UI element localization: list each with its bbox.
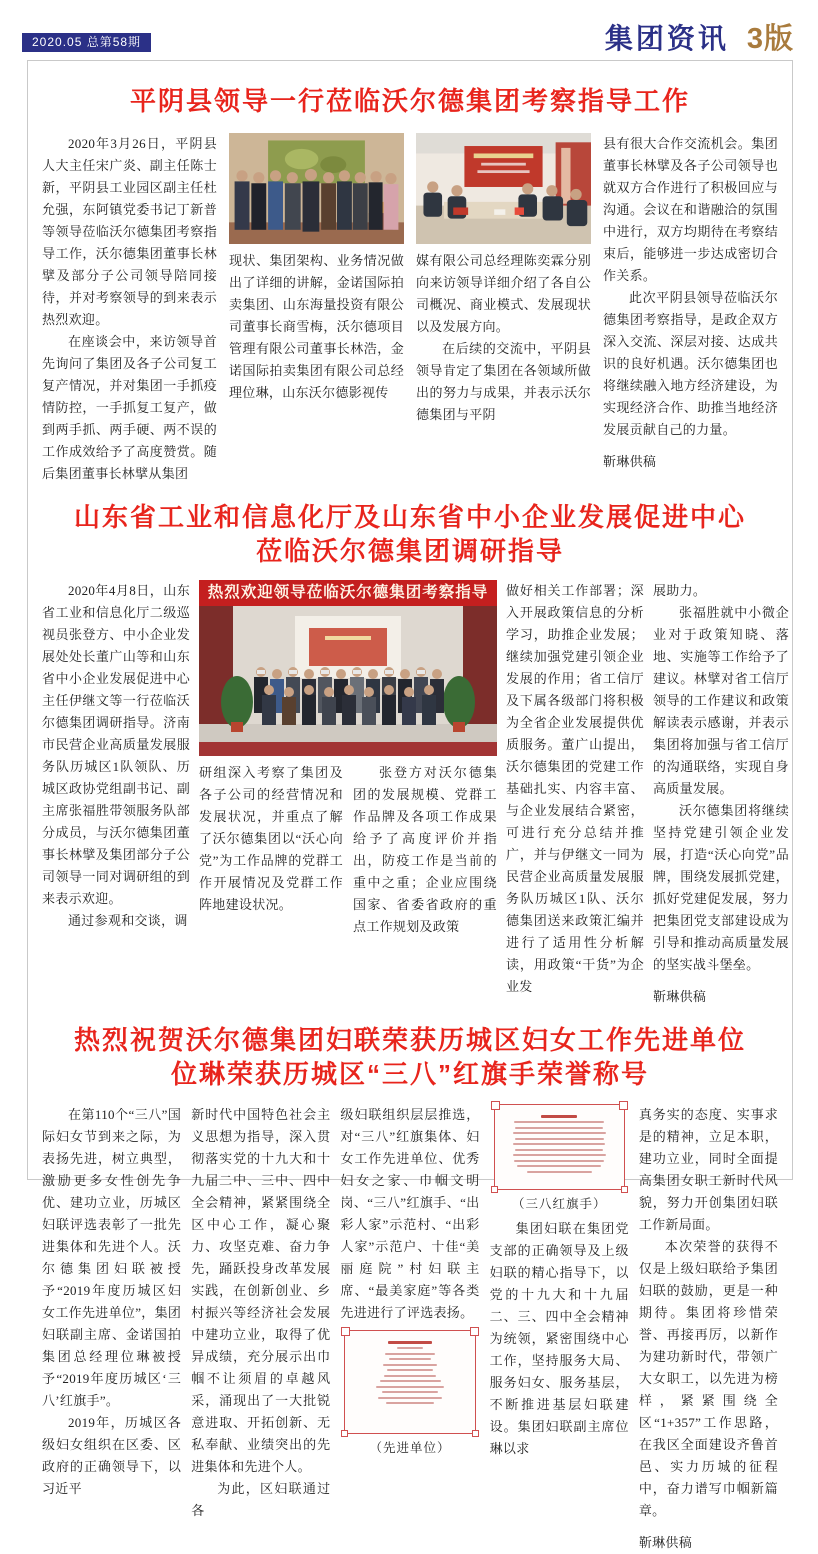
paragraph: 展助力。 [653,583,707,599]
page-number: 3版 [746,23,794,55]
article1-col1 [42,133,217,485]
article3-col4 [490,1104,629,1554]
paragraph: 本次荣誉的获得不仅是上级妇联给予集团妇联的鼓励，更是一种期待。集团将珍惜荣誉、再接再厉，以新作为建功新时代，带领广大女职工，以先进为榜样，紧紧围绕全区“1+357”工作思路，在我区全面建设齐鲁首邑、实力历城的征程中，奋力谱写巾帼新篇章。 [638,1238,779,1518]
masthead [605,16,794,57]
article2-col1 [42,580,190,1008]
article1-col2 [229,133,404,485]
document-caption: （先进单位） [369,1440,451,1455]
paragraph: 张登方对沃尔德集团的发展规模、党群工作品牌及各项工作成果给予了高度评价并指出，防疫工作是当前的重中之重；企业应围绕国家、省委省政府的重点工作规划及政策 [353,765,497,935]
article-1 [42,85,778,485]
paragraph: 集团妇联在集团党支部的正确领导及上级妇联的精心指导下，以党的十九大和十九届二、三、四中全会精神为统领，紧密围绕中心工作，坚持服务大局、服务妇女、服务基层，不断推进基层妇联建设。集团妇联副主席位琳以求 [489,1220,629,1456]
paragraph: 沃尔德集团将继续坚持党建引领企业发展，打造“沃心向党”品牌，围绕发展抓党建，抓好党建促发展，努力把集团党支部建设成为引导和推动高质量发展的坚实战斗堡垒。 [653,803,789,973]
paragraph: 2019年，历城区各级妇女组织在区委、区政府的正确领导下，以习近平 [42,1414,182,1496]
article1-col4 [603,133,778,485]
byline: 靳琳供稿 [603,453,657,469]
article1-col3 [416,133,591,485]
paragraph: 真务实的态度、实事求是的精神，立足本职，建功立业，同时全面提高集团女职工新时代风貌，努力开创集团妇联工作新局面。 [638,1106,779,1232]
article2-col4 [653,580,789,1008]
article3-title-line1: 热烈祝贺沃尔德集团妇联荣获历城区妇女工作先进单位 [73,1025,746,1056]
paragraph: 张福胜就中小微企业对于政策知晓、落地、实施等工作给予了建议。林擘对省工信厅领导的工作建议和政策解读表示感谢，并表示集团将加强与省工信厅的沟通联络，实现自身高质量发展。 [653,605,789,797]
issue-badge: 2020.05 总第58期 [22,33,151,52]
photo-welcome-group [199,606,497,756]
article3-col2 [191,1104,330,1554]
paragraph: 现状、集团架构、业务情况做出了详细的讲解，金诺国际拍卖集团、山东海量投资有限公司董事长商雪梅，沃尔德项目管理有限公司董事长林浩，金诺国际拍卖集团有限公司总经理位琳，山东沃尔德影视传 [229,253,404,401]
article1-title: 平阴县领导一行莅临沃尔德集团考察指导工作 [129,86,690,116]
article3-col5 [639,1104,778,1554]
photo-group-reception [229,133,404,245]
paragraph: 媒有限公司总经理陈奕霖分别向来访领导详细介绍了各自公司概况、商业模式、发展现状以及发展方向。 [416,253,591,335]
paragraph: 在第110个“三八”国际妇女节到来之际，为表扬先进，树立典型，激励更多女性创先争优、建功立业，历城区妇联评选表彰了一批先进集体和先进个人。沃尔德集团妇联被授予“2019年度历城区妇女工作先进单位”，集团妇联副主席、金诺国拍集团总经理位琳被授予“2019年度历城区‘三八’红旗手”。 [42,1106,182,1408]
paragraph: 2020年4月8日，山东省工业和信息化厅二级巡视员张登方、中小企业发展处处长董广山等和山东省中小企业发展促进中心主任伊继文等一行莅临沃尔德集团调研指导。济南市民营企业高质量发展服务队历城区1队领队、历城区政协党组副书记、副主席张福胜带领服务队部分成员，与沃尔德集团董事长林擘及集团部分子公司领导一同对调研组的到来表示欢迎。 [42,583,190,907]
article3-title [42,1024,778,1092]
byline: 靳琳供稿 [638,1534,693,1550]
article2-title-line1: 山东省工业和信息化厅及山东省中小企业发展促进中心 [73,501,746,532]
paragraph: 在后续的交流中，平阴县领导肯定了集团在各领域所做出的努力与成果，并表示沃尔德集团与平阴 [416,341,591,423]
paragraph: 新时代中国特色社会主义思想为指导，深入贯彻落实党的十九大和十九届二中、三中、四中全会精神，紧紧围绕全区中心工作，凝心聚力、攻坚克难、奋力争先，踊跃投身改革发展实践，在创新创业、乡村振兴等经济社会发展中建功立业，取得了优异成绩，充分展示出巾帼不让须眉的卓越风采，涌现出了一大批锐意进取、开拓创新、无私奉献、业绩突出的先进集体和先进个人。 [191,1106,331,1474]
article3-title-line2: 位琳荣获历城区“三八”红旗手荣誉称号 [170,1059,649,1090]
paragraph: 为此，区妇联通过各 [191,1480,331,1518]
paragraph: 2020年3月26日，平阴县人大主任宋广炎、副主任陈士新，平阴县工业园区副主任杜允强，东阿镇党委书记丁新普等领导莅临沃尔德集团考察指导工作，沃尔德集团董事长林擘及部分子公司领导陪同接待，并对考察领导的到来表示热烈欢迎。 [42,135,217,327]
article2-photo-subcol-left [199,762,343,938]
article2-photo-block [199,580,497,1008]
paragraph: 研组深入考察了集团及各子公司的经营情况和发展状况，并重点了解了沃尔德集团以“沃心向党”为工作品牌的党群工作开展情况及党群工作阵地建设状况。 [199,765,343,913]
paragraph: 在座谈会中，来访领导首先询问了集团及各子公司复工复产情况，并对集团一手抓疫情防控，一手抓复工复产，做到两手抓、两手硬、两不误的工作成效给予了高度赞赏。随后集团董事长林擘从集团 [42,333,217,481]
article3-col3 [340,1104,479,1554]
paragraph: 县有很大合作交流机会。集团董事长林擘及各子公司领导也就双方合作进行了积极回应与沟通。会议在和谐融洽的氛围中进行，双方均期待在考察结束后，能够进一步达成密切合作关系。 [603,135,778,283]
article2-col3 [506,580,644,1008]
article3-col1 [42,1104,181,1554]
paragraph: 此次平阴县领导莅临沃尔德集团考察指导，是政企双方深入交流、深层对接、达成共识的良好机遇。沃尔德集团也将继续融入地方经济建设，为实现经济合作、助推当地经济发展贡献自己的力量。 [603,289,778,437]
award-document-red-flag-bearer [494,1104,625,1190]
page-header [0,0,818,60]
content-frame [27,60,793,1550]
paragraph: 级妇联组织层层推选，对“三八”红旗集体、妇女工作先进单位、优秀妇女之家、巾帼文明岗、“三八”红旗手、“出彩人家”示范村、“出彩人家”示范户、十佳“美丽庭院”村妇联主席、“最美家庭”等各类先进进行了评选表扬。 [340,1106,480,1320]
byline: 靳琳供稿 [653,989,707,1005]
article2-title-line2: 莅临沃尔德集团调研指导 [255,535,564,566]
article2-title [42,501,778,569]
photo-banner-text: 热烈欢迎领导莅临沃尔德集团考察指导 [199,580,497,606]
paragraph: 通过参观和交谈，调 [68,913,188,929]
paragraph: 做好相关工作部署；深入开展政策信息的分析学习，助推企业发展；继续加强党建引领企业发展的作用；省工信厅及下属各级部门将积极为全省企业发展提供优质服务。董广山提出，沃尔德集团的党建工作基础扎实、内容丰富、与企业发展结合紧密，可进行充分总结并推广，并与伊继文一同为民营企业高质量发展服务队历城区1队、沃尔德集团送来政策汇编并进行了适用性分析解读，用政策“干货”为企业发 [506,583,644,995]
article-3 [42,1024,778,1554]
document-caption: （三八红旗手） [511,1196,607,1211]
masthead-title: 集团资讯 [604,24,729,55]
photo-meeting-room [416,133,591,245]
award-document-advanced-unit [344,1330,475,1434]
article2-photo-subcol-right [353,762,497,938]
article-2 [42,501,789,1009]
